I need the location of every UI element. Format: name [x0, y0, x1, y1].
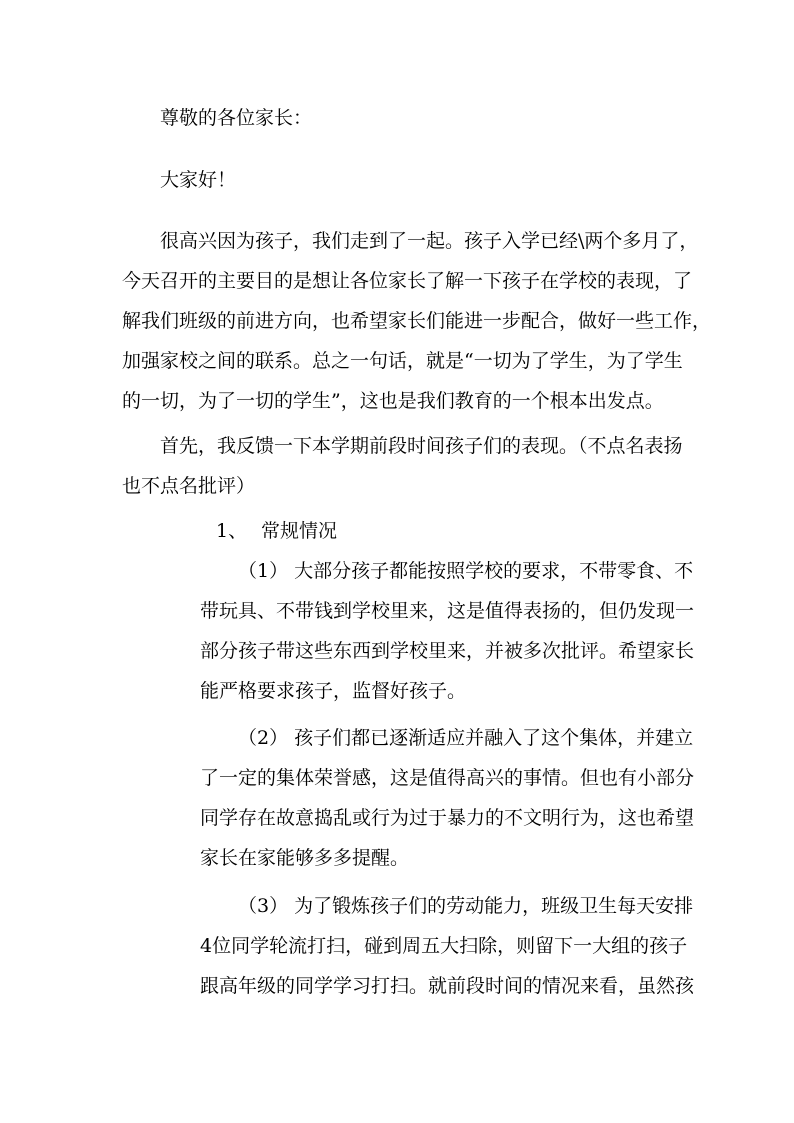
section-number: 1、 — [216, 520, 248, 542]
greeting: 大家好！ — [160, 169, 237, 191]
intro-line: 加强家校之间的联系。总之一句话，就是“一切为了学生，为了学生 — [122, 350, 683, 372]
item-2-line: （2） 孩子们都已逐渐适应并融入了这个集体，并建立 — [238, 727, 694, 749]
item-1-line: 部分孩子带这些东西到学校里来，并被多次批评。希望家长 — [200, 640, 695, 662]
item-3-line: 跟高年级的同学学习打扫。就前段时间的情况来看，虽然孩 — [200, 975, 695, 997]
section-title: 常规情况 — [261, 520, 338, 542]
item-1-line: 带玩具、不带钱到学校里来，这是值得表扬的，但仍发现一 — [200, 600, 695, 622]
intro-line: 今天召开的主要目的是想让各位家长了解一下孩子在学校的表现，了 — [122, 270, 693, 292]
item-2-line: 家长在家能够多多提醒。 — [200, 847, 410, 869]
item-3-line: 4位同学轮流打扫，碰到周五大扫除，则留下一大组的孩子 — [200, 935, 688, 957]
intro-line: 的一切，为了一切的学生”，这也是我们教育的一个根本出发点。 — [122, 390, 664, 412]
intro-line: 解我们班级的前进方向，也希望家长们能进一步配合，做好一些工作， — [122, 310, 712, 332]
salutation: 尊敬的各位家长： — [160, 107, 313, 129]
first-line: 也不点名批评） — [122, 475, 256, 497]
intro-line: 很高兴因为孩子，我们走到了一起。孩子入学已经\两个多月了， — [160, 230, 699, 252]
first-line: 首先，我反馈一下本学期前段时间孩子们的表现。（不点名表扬 — [160, 435, 683, 457]
item-2-line: 同学存在故意捣乱或行为过于暴力的不文明行为，这也希望 — [200, 807, 695, 829]
item-1-line: （1） 大部分孩子都能按照学校的要求，不带零食、不 — [238, 560, 694, 582]
item-2-line: 了一定的集体荣誉感，这是值得高兴的事情。但也有小部分 — [200, 767, 695, 789]
item-1-line: 能严格要求孩子，监督好孩子。 — [200, 680, 467, 702]
item-3-line: （3） 为了锻炼孩子们的劳动能力，班级卫生每天安排 — [238, 895, 694, 917]
